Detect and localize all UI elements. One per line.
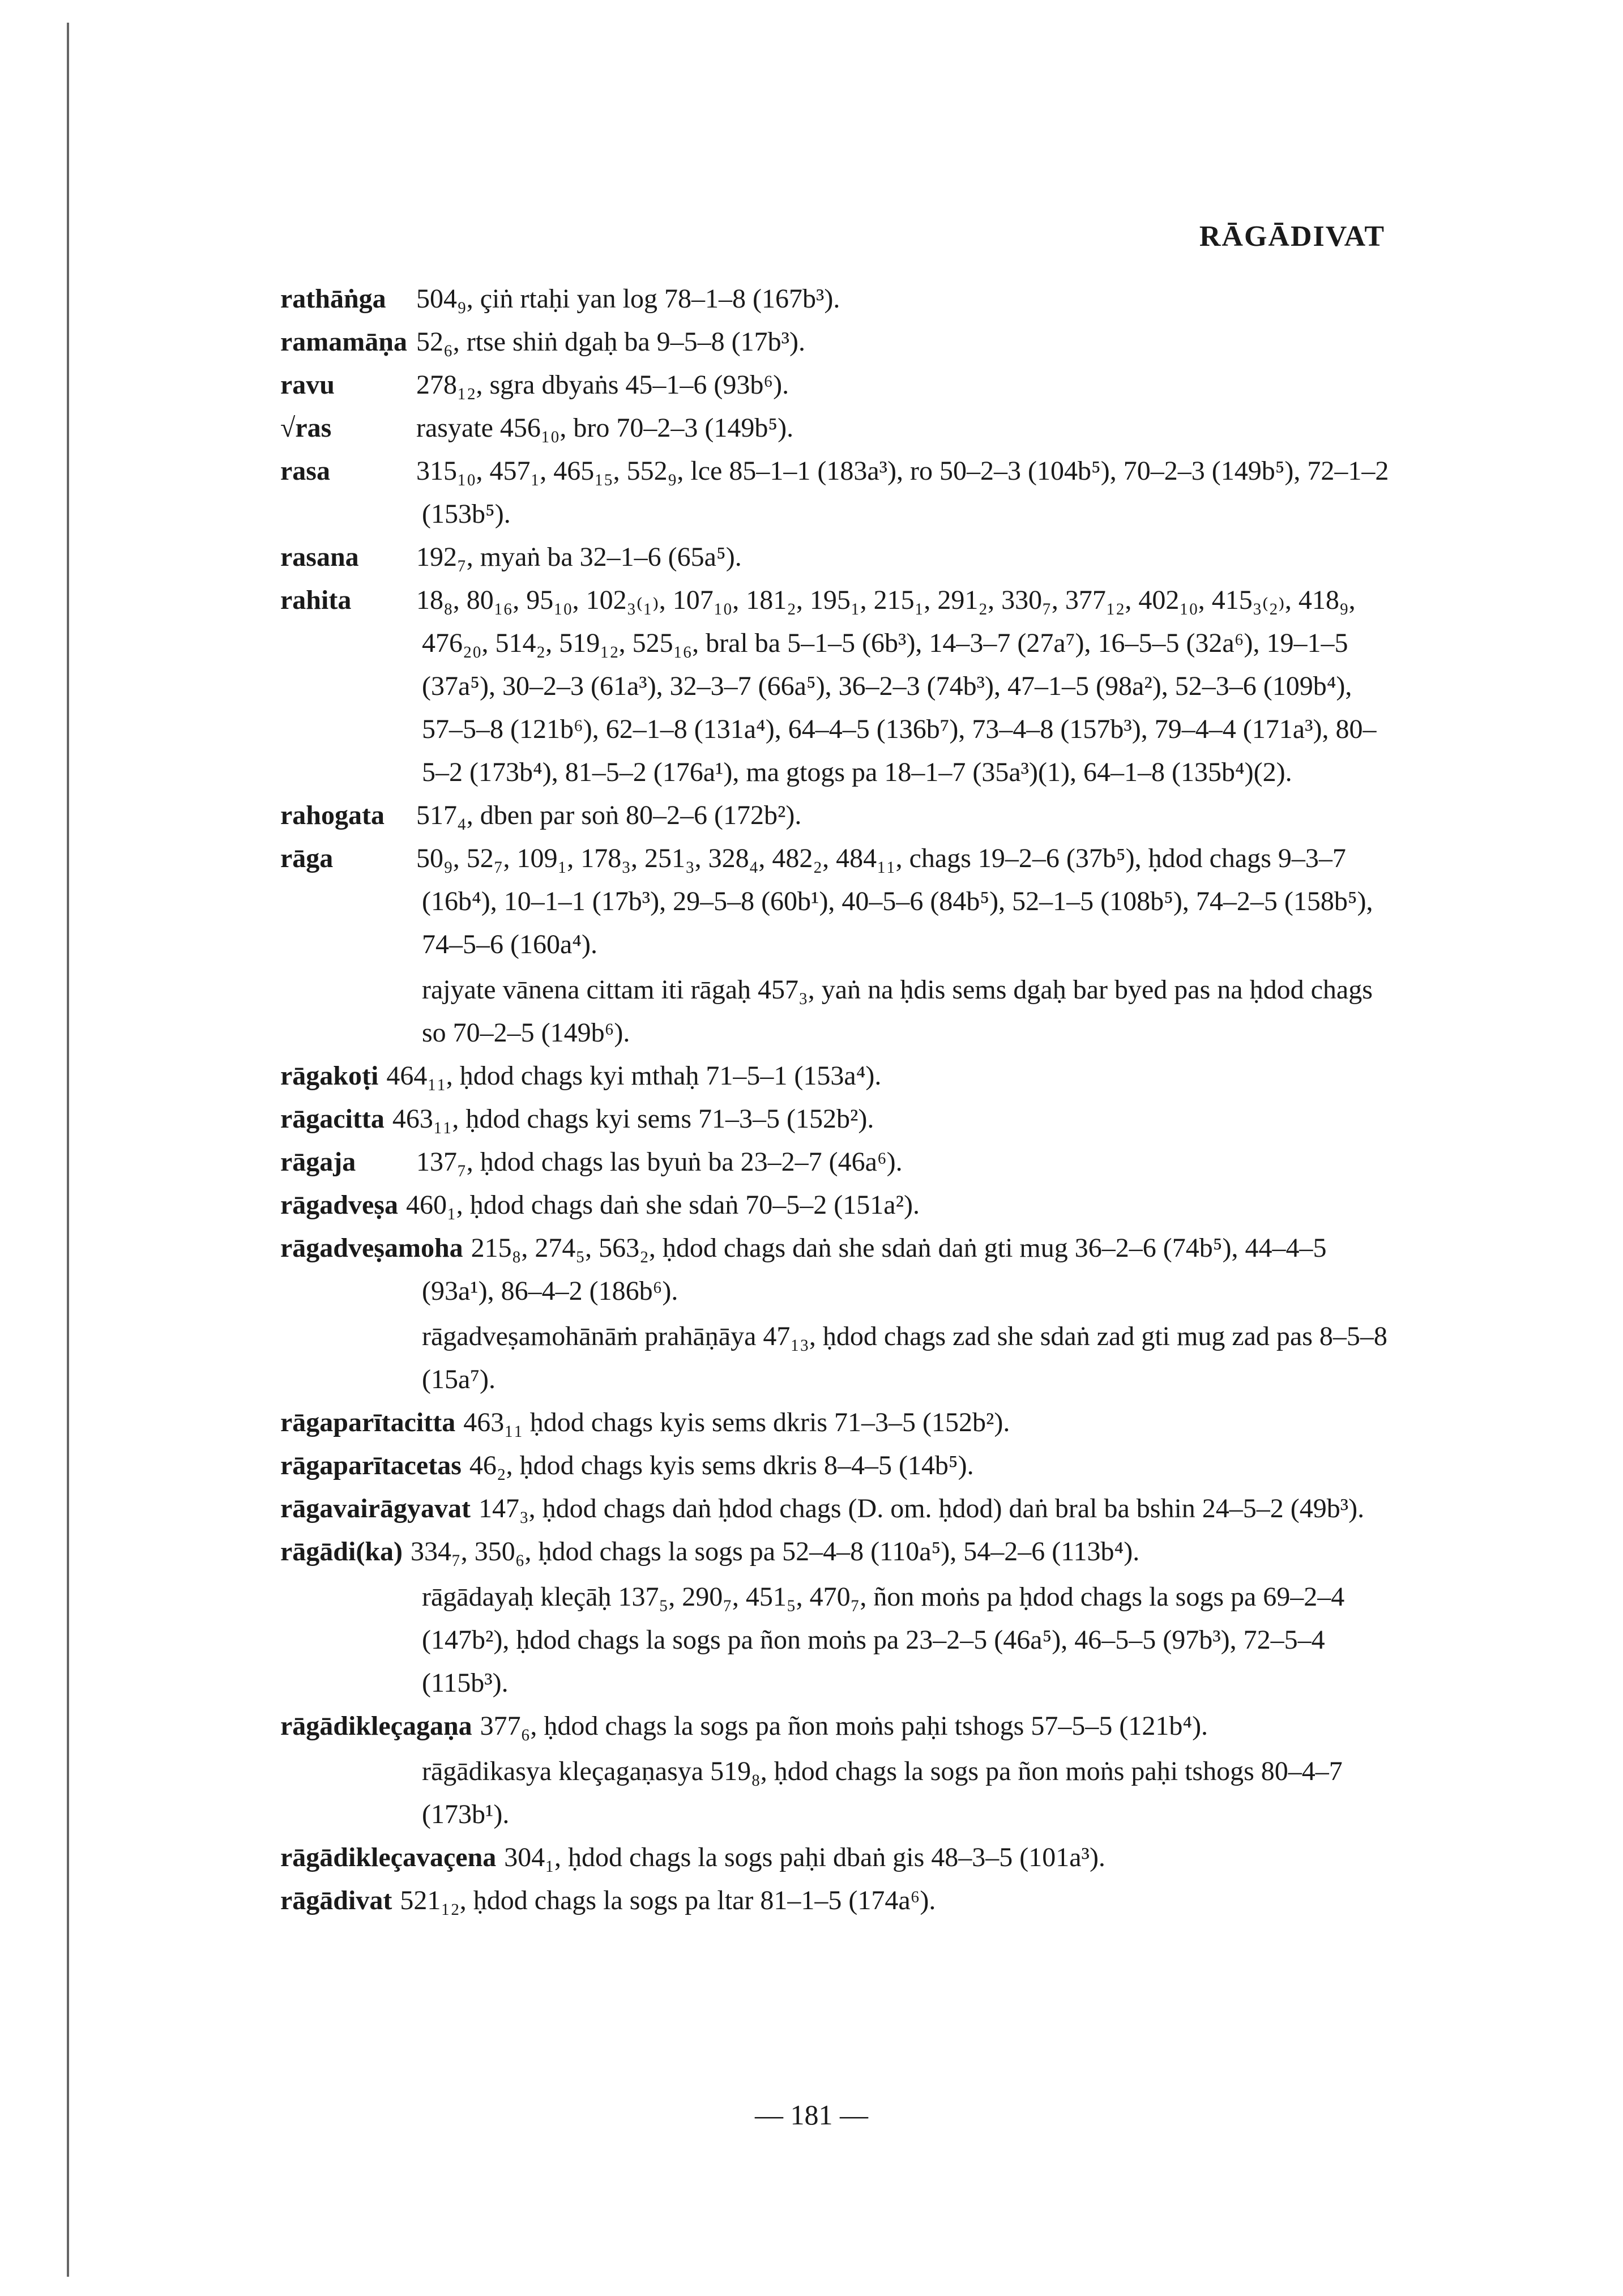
page-number: — 181 — bbox=[755, 2099, 868, 2131]
entry-text: 377₆, ḥdod chags la sogs pa ñon moṅs paḥi tshogs 57–5–5 (121b⁴). bbox=[480, 1711, 1208, 1741]
dictionary-entry bbox=[280, 1879, 1390, 1922]
dictionary-entry bbox=[280, 407, 1390, 450]
entry-text: 52₆, rtse shiṅ dgaḥ ba 9–5–8 (17b³). bbox=[416, 327, 806, 357]
entry-headword: rāgavairāgyavat bbox=[280, 1493, 471, 1523]
entry-headword: rathāṅga bbox=[280, 284, 386, 314]
entry-subsense: rāgādikasya kleçagaṇasya 519₈, ḥdod chags la sogs pa ñon moṅs paḥi tshogs 80–4–7 (173b¹). bbox=[422, 1756, 1343, 1829]
entry-headword: rāgādi(ka) bbox=[280, 1537, 403, 1567]
entry-headword: rahogata bbox=[280, 800, 385, 830]
entry-text: 315₁₀, 457₁, 465₁₅, 552₉, lce 85–1–1 (183a³), ro 50–2–3 (104b⁵), 70–2–3 (149b⁵), 72–1–2 (153b⁵). bbox=[416, 456, 1389, 529]
scan-edge-line bbox=[67, 23, 69, 2277]
dictionary-entry bbox=[280, 1836, 1390, 1879]
entry-text: 192₇, myaṅ ba 32–1–6 (65a⁵). bbox=[416, 542, 742, 572]
entry-headword: ramamāṇa bbox=[280, 327, 407, 357]
dictionary-entry bbox=[280, 1227, 1390, 1313]
entry-subsense: rajyate vānena cittam iti rāgaḥ 457₃, yaṅ na ḥdis sems dgaḥ bar byed pas na ḥdod chags so 70–2–5 (149b⁶). bbox=[422, 975, 1373, 1048]
entry-text: 334₇, 350₆, ḥdod chags la sogs pa 52–4–8 (110a⁵), 54–2–6 (113b⁴). bbox=[411, 1537, 1140, 1567]
entry-text: 215₈, 274₅, 563₂, ḥdod chags daṅ she sdaṅ daṅ gti mug 36–2–6 (74b⁵), 44–4–5 (93a¹), 86–4–2 (186b⁶). bbox=[422, 1233, 1327, 1306]
entry-headword: rāgaparītacetas bbox=[280, 1450, 462, 1480]
entry-text: 464₁₁, ḥdod chags kyi mthaḥ 71–5–1 (153a⁴). bbox=[386, 1061, 882, 1091]
dictionary-entry bbox=[280, 321, 1390, 364]
entry-text: 463₁₁ ḥdod chags kyis sems dkris 71–3–5 (152b²). bbox=[463, 1407, 1010, 1437]
entry-headword: rāgaparītacitta bbox=[280, 1407, 456, 1437]
entry-headword: rāgadveṣamoha bbox=[280, 1233, 463, 1263]
dictionary-entry bbox=[280, 794, 1390, 837]
entry-text: 504₉, çiṅ rtaḥi yan log 78–1–8 (167b³). bbox=[416, 284, 840, 314]
dictionary-entry bbox=[280, 837, 1390, 966]
dictionary-entry bbox=[280, 1141, 1390, 1184]
dictionary-entry bbox=[280, 1401, 1390, 1444]
entry-headword: rāgādikleçagaṇa bbox=[280, 1711, 472, 1741]
dictionary-entry bbox=[280, 1098, 1390, 1141]
dictionary-entry bbox=[280, 364, 1390, 407]
entry-headword: rāga bbox=[280, 843, 334, 873]
entry-headword: ravu bbox=[280, 370, 335, 400]
entry-text: 304₁, ḥdod chags la sogs paḥi dbaṅ gis 48–3–5 (101a³). bbox=[504, 1842, 1105, 1872]
entry-text: 278₁₂, sgra dbyaṅs 45–1–6 (93b⁶). bbox=[416, 370, 789, 400]
entry-subsense: rāgādayaḥ kleçāḥ 137₅, 290₇, 451₅, 470₇, ñon moṅs pa ḥdod chags la sogs pa 69–2–4 (147b²), ḥdod chags la sogs pa ñon moṅs pa 23–2–5 (46a⁵), 46–5–5 (97b³), 72–5–4 (115b³). bbox=[422, 1582, 1345, 1698]
entry-text: 521₁₂, ḥdod chags la sogs pa ltar 81–1–5 (174a⁶). bbox=[400, 1885, 936, 1915]
dictionary-entry bbox=[280, 579, 1390, 794]
entry-text: 18₈, 80₁₆, 95₁₀, 102₃₍₁₎, 107₁₀, 181₂, 195₁, 215₁, 291₂, 330₇, 377₁₂, 402₁₀, 415₃₍₂₎, 418₉, 476₂₀, 514₂, 519₁₂, 525₁₆, bral ba 5–1–5 (6b³), 14–3–7 (27a⁷), 16–5–5 (32a⁶), 19–1–5 (37a⁵), 30–2–3 (61a³), 32–3–7 (66a⁵), 36–2–3 (74b³), 47–1–5 (98a²), 52–3–6 (109b⁴), 57–5–8 (121b⁶), 62–1–8 (131a⁴), 64–4–5 (136b⁷), 73–4–8 (157b³), 79–4–4 (171a³), 80–5–2 (173b⁴), 81–5–2 (176a¹), ma gtogs pa 18–1–7 (35a³)(1), 64–1–8 (135b⁴)(2). bbox=[416, 585, 1377, 787]
entry-headword: rāgadveṣa bbox=[280, 1190, 398, 1220]
entry-headword: rāgādikleçavaçena bbox=[280, 1842, 497, 1872]
entry-text: 460₁, ḥdod chags daṅ she sdaṅ 70–5–2 (151a²). bbox=[405, 1190, 920, 1220]
dictionary-entry bbox=[280, 1444, 1390, 1487]
entry-headword: rāgacitta bbox=[280, 1104, 385, 1134]
entry-headword: rāgādivat bbox=[280, 1885, 392, 1915]
entry-headword: √ras bbox=[280, 413, 332, 443]
entry-text: rasyate 456₁₀, bro 70–2–3 (149b⁵). bbox=[416, 413, 794, 443]
entry-headword: rasa bbox=[280, 456, 330, 486]
entry-text: 147₃, ḥdod chags daṅ ḥdod chags (D. om. ḥdod) daṅ bral ba bshin 24–5–2 (49b³). bbox=[478, 1493, 1365, 1523]
running-header: RĀGĀDIVAT bbox=[1199, 220, 1385, 253]
dictionary-entry bbox=[280, 536, 1390, 579]
dictionary-entry bbox=[280, 1530, 1390, 1573]
dictionary-entry bbox=[280, 1184, 1390, 1227]
entry-headword: rasana bbox=[280, 542, 359, 572]
entry-headword: rahita bbox=[280, 585, 352, 615]
dictionary-entry bbox=[280, 450, 1390, 536]
entry-subsense: rāgadveṣamohānāṁ prahāṇāya 47₁₃, ḥdod chags zad she sdaṅ zad gti mug zad pas 8–5–8 (15a⁷). bbox=[422, 1321, 1387, 1394]
entry-text: 517₄, dben par soṅ 80–2–6 (172b²). bbox=[416, 800, 802, 830]
entry-text: 46₂, ḥdod chags kyis sems dkris 8–4–5 (14b⁵). bbox=[469, 1450, 974, 1480]
dictionary-entry bbox=[280, 1705, 1390, 1748]
entry-text: 50₉, 52₇, 109₁, 178₃, 251₃, 328₄, 482₂, 484₁₁, chags 19–2–6 (37b⁵), ḥdod chags 9–3–7 (16b⁴), 10–1–1 (17b³), 29–5–8 (60b¹), 40–5–6 (84b⁵), 52–1–5 (108b⁵), 74–2–5 (158b⁵), 74–5–6 (160a⁴). bbox=[416, 843, 1373, 959]
entry-headword: rāgakoṭi bbox=[280, 1061, 379, 1091]
dictionary-entry bbox=[280, 1055, 1390, 1098]
entry-text: 137₇, ḥdod chags las byuṅ ba 23–2–7 (46a⁶). bbox=[416, 1147, 903, 1177]
entry-text: 463₁₁, ḥdod chags kyi sems 71–3–5 (152b²). bbox=[392, 1104, 874, 1134]
entry-headword: rāgaja bbox=[280, 1147, 356, 1177]
dictionary-entries bbox=[280, 278, 1390, 1922]
dictionary-entry bbox=[280, 278, 1390, 321]
dictionary-entry bbox=[280, 1487, 1390, 1530]
